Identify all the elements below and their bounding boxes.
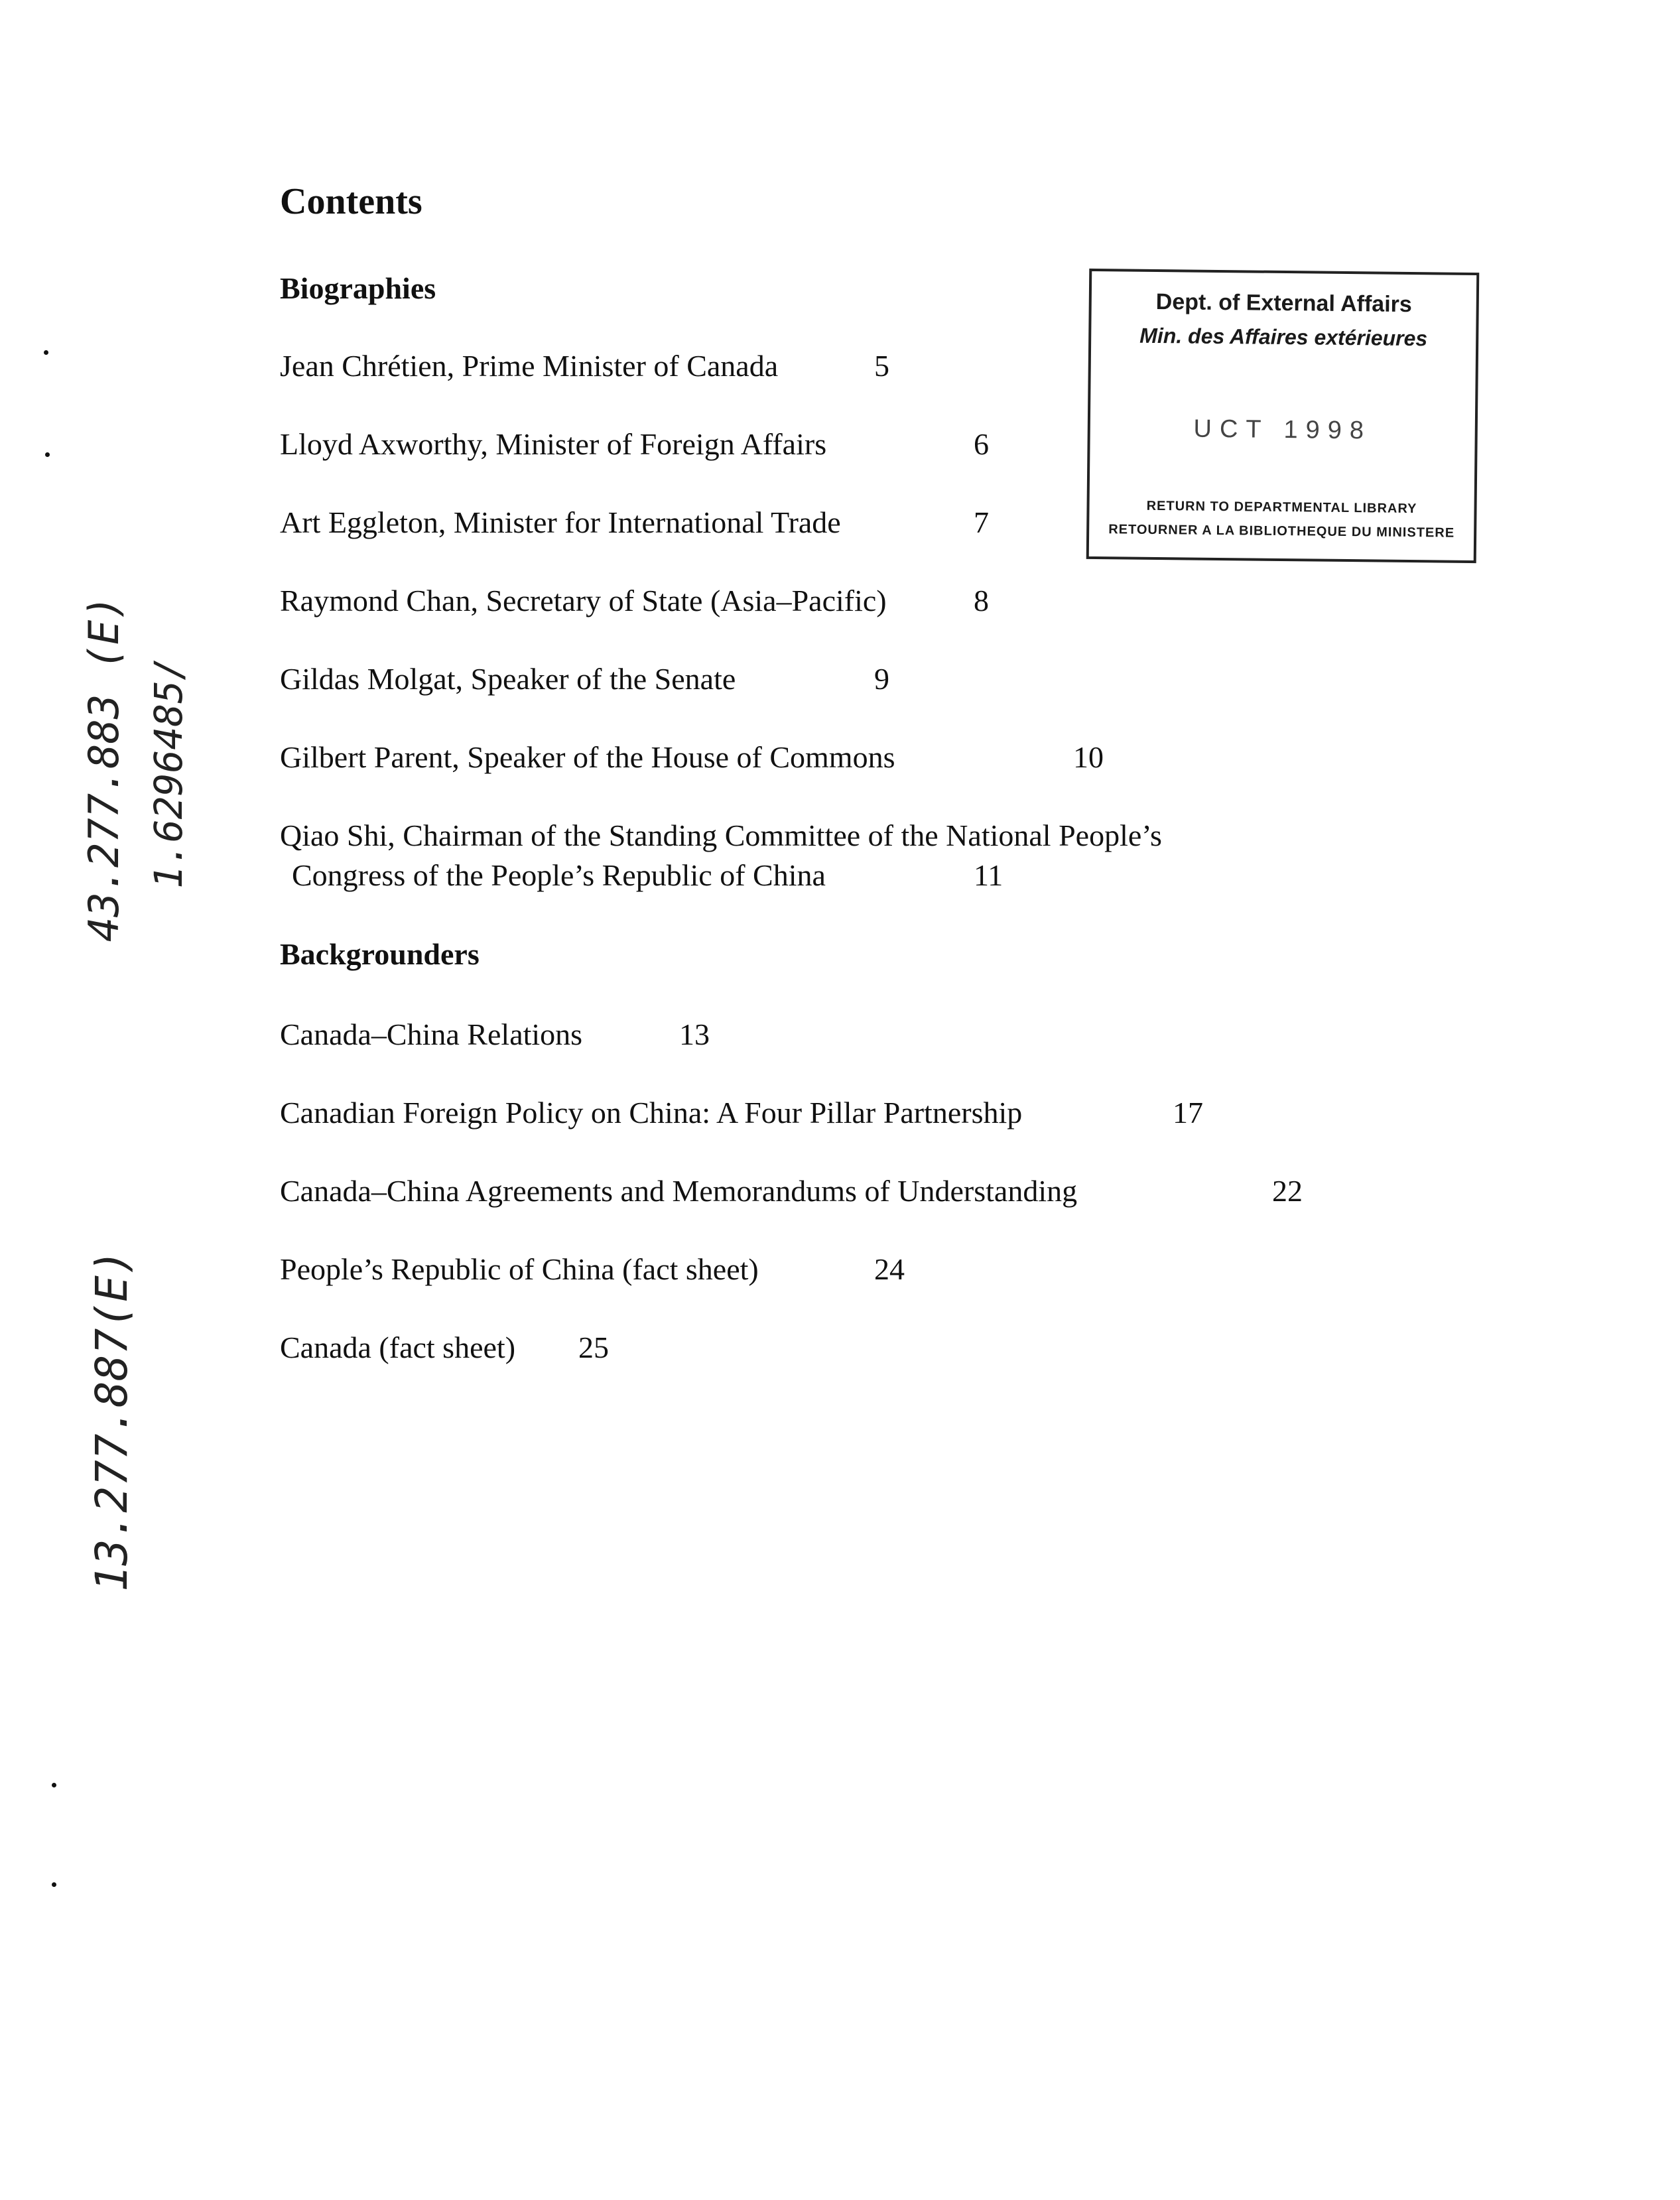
toc-entry-page: 9: [874, 662, 889, 696]
stamp-ministry-line: Min. des Affaires extérieures: [1139, 323, 1428, 351]
library-stamp: [1086, 269, 1480, 563]
toc-entry: [280, 346, 889, 386]
toc-entry: [280, 816, 1162, 895]
section-heading-biographies: Biographies: [280, 271, 436, 305]
stamp-department-line: Dept. of External Affairs: [1155, 289, 1412, 318]
toc-entry-title: Canada–China Relations: [280, 1017, 583, 1051]
toc-entry-page: 5: [874, 349, 889, 383]
handwritten-catalog-number: 43.277.883 (E): [80, 595, 128, 942]
toc-entry-title: Qiao Shi, Chairman of the Standing Committee of the National People’s: [280, 818, 1162, 852]
toc-entry-title-continued: Congress of the People’s Republic of China: [292, 858, 826, 892]
toc-entry-title: Gildas Molgat, Speaker of the Senate: [280, 662, 736, 696]
toc-entry-title: Gilbert Parent, Speaker of the House of Commons: [280, 740, 895, 774]
stamp-return-english: RETURN TO DEPARTMENTAL LIBRARY: [1146, 498, 1417, 517]
toc-entry-title: Art Eggleton, Minister for International Trade: [280, 505, 841, 539]
toc-entry-title: Raymond Chan, Secretary of State (Asia–Pacific): [280, 584, 887, 617]
toc-entry-title: Canada (fact sheet): [280, 1330, 516, 1364]
toc-entry-page: 25: [578, 1330, 609, 1364]
scan-speck: [44, 350, 48, 355]
toc-entry: [280, 659, 889, 699]
toc-entry: [280, 1328, 609, 1368]
toc-entry: [280, 1171, 1303, 1211]
toc-entry-title: People’s Republic of China (fact sheet): [280, 1252, 759, 1286]
stamp-return-french: RETOURNER A LA BIBLIOTHEQUE DU MINISTERE: [1108, 522, 1455, 541]
toc-entry-title: Canadian Foreign Policy on China: A Four Pillar Partnership: [280, 1096, 1023, 1130]
toc-entry-page: 17: [1173, 1096, 1203, 1130]
toc-entry: [280, 424, 989, 464]
toc-entry-page: 7: [974, 505, 989, 539]
toc-entry-page: 13: [679, 1017, 710, 1051]
toc-entry: [280, 503, 989, 543]
page-title: Contents: [280, 181, 422, 222]
toc-entry: [280, 1093, 1203, 1133]
toc-entry-title: Canada–China Agreements and Memorandums of Understanding: [280, 1174, 1078, 1208]
toc-entry-page: 24: [874, 1252, 905, 1286]
toc-entry-page: 10: [1073, 740, 1104, 774]
toc-entry: [280, 581, 989, 621]
handwritten-catalog-number: 13.277.887(E): [86, 1249, 137, 1592]
section-heading-backgrounders: Backgrounders: [280, 937, 480, 971]
scan-speck: [52, 1882, 56, 1887]
toc-entry-page: 8: [974, 584, 989, 617]
handwritten-catalog-number: 1.6296485/: [146, 657, 191, 889]
toc-entry-page: 22: [1272, 1174, 1303, 1208]
scan-speck: [52, 1783, 56, 1787]
toc-entry-page: 11: [974, 858, 1003, 892]
toc-entry: [280, 738, 1104, 777]
toc-entry: [280, 1015, 710, 1055]
stamp-date: UCT 1998: [1193, 415, 1372, 445]
toc-entry-page: 6: [974, 427, 989, 461]
toc-entry-title: Lloyd Axworthy, Minister of Foreign Affairs: [280, 427, 827, 461]
toc-entry: [280, 1250, 905, 1289]
scan-speck: [45, 452, 50, 457]
toc-entry-title: Jean Chrétien, Prime Minister of Canada: [280, 349, 779, 383]
